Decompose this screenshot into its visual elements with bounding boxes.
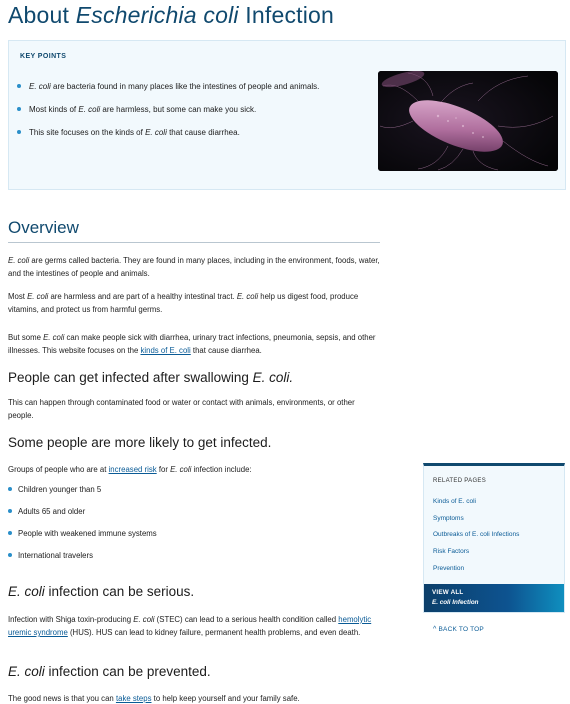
bullet-icon: [17, 107, 21, 111]
list-item: [8, 506, 308, 517]
view-all-button[interactable]: [424, 584, 564, 612]
bullet-icon: [8, 509, 12, 513]
paragraph-text: The good news is that you can: [8, 694, 116, 703]
overview-heading: Overview: [8, 218, 79, 237]
bacteria-illustration: [378, 71, 558, 171]
key-point-pre: Most kinds of: [29, 105, 79, 114]
key-points-label: KEY POINTS: [20, 53, 67, 60]
bullet-icon: [8, 531, 12, 535]
paragraph-text: (STEC) can lead to a serious health condition called: [154, 615, 339, 624]
heading-italic: E. coli.: [252, 370, 294, 385]
prevented-paragraph: [8, 692, 380, 704]
related-pages-panel: [423, 463, 565, 613]
related-link-outbreaks[interactable]: Outbreaks of E. coli Infections: [433, 531, 520, 539]
key-point-italic: E. coli: [29, 82, 51, 91]
italic-term: E. coli: [43, 333, 65, 342]
take-steps-link[interactable]: take steps: [115, 694, 152, 703]
serious-heading: [8, 584, 194, 599]
paragraph-text: that cause diarrhea.: [190, 346, 262, 355]
kinds-of-ecoli-link[interactable]: kinds of E. coli: [140, 346, 191, 355]
overview-divider: [8, 242, 380, 243]
paragraph-text: are harmless and are part of a healthy intestinal tract.: [48, 292, 237, 301]
list-item-text: People with weakened immune systems: [18, 529, 157, 538]
italic-term: E. coli: [133, 615, 155, 624]
list-item-text: International travelers: [18, 551, 93, 560]
key-points-panel: [8, 40, 566, 190]
related-pages-label: RELATED PAGES: [433, 478, 487, 484]
increased-risk-link[interactable]: increased risk: [108, 465, 157, 474]
heading-text: People can get infected after swallowing: [8, 370, 253, 385]
risk-intro: [8, 463, 380, 476]
risk-heading: Some people are more likely to get infected.: [8, 435, 272, 450]
risk-groups-list: [8, 484, 308, 572]
swallowing-heading: [8, 370, 293, 385]
overview-paragraph-2: [8, 290, 380, 316]
key-point-italic: E. coli: [145, 128, 167, 137]
overview-paragraph-3: [8, 331, 380, 357]
key-point-italic: E. coli: [78, 105, 101, 114]
paragraph-text: Most: [8, 292, 28, 301]
bullet-icon: [17, 84, 21, 88]
heading-italic: E. coli: [8, 664, 45, 679]
page-title-italic: Escherichia coli: [75, 2, 239, 28]
page-title-suffix: Infection: [238, 2, 335, 28]
heading-text: infection can be prevented.: [44, 664, 211, 679]
paragraph-text: But some: [8, 333, 44, 342]
related-link-symptoms[interactable]: Symptoms: [433, 514, 464, 522]
paragraph-text: are germs called bacteria. They are found in many places, including in the environment, foods, water, and the intestines of people and animals.: [8, 256, 380, 278]
key-point-text: that cause diarrhea.: [166, 128, 240, 137]
paragraph-text: can make people sick with diarrhea, urinary tract infections, pneumonia, sepsis, and other illnesses. This website focuses on the: [8, 333, 376, 355]
back-to-top-label: BACK TO TOP: [438, 626, 484, 633]
list-item: [8, 484, 308, 495]
view-all-sublabel: E. coli Infection: [432, 599, 479, 606]
paragraph-text: Infection with Shiga toxin-producing: [8, 615, 134, 624]
chevron-up-icon: ^: [433, 626, 437, 633]
related-link-risk-factors[interactable]: Risk Factors: [433, 548, 470, 556]
paragraph-text: (HUS). HUS can lead to kidney failure, permanent health problems, and even death.: [67, 628, 361, 637]
related-link-prevention[interactable]: Prevention: [433, 564, 465, 572]
bullet-icon: [17, 130, 21, 134]
italic-term: E. coli: [236, 292, 259, 301]
paragraph-text: to help keep yourself and your family safe.: [151, 694, 300, 703]
paragraph-text: help us digest food, produce vitamins, and protect us from harmful germs.: [8, 292, 359, 314]
list-item: [8, 528, 308, 539]
heading-italic: E. coli: [8, 584, 45, 599]
paragraph-text: for: [156, 465, 171, 474]
key-point-text: are bacteria found in many places like the intestines of people and animals.: [50, 82, 320, 91]
paragraph-text: Groups of people who are at: [8, 465, 109, 474]
prevented-heading: [8, 664, 211, 679]
related-pages-list: [433, 497, 519, 580]
view-all-label: VIEW ALL: [432, 589, 464, 596]
key-point-item: [17, 104, 367, 115]
related-link-kinds[interactable]: Kinds of E. coli: [433, 498, 476, 505]
back-to-top-link[interactable]: [433, 626, 484, 633]
bullet-icon: [8, 553, 12, 557]
list-item-text: Children younger than 5: [18, 485, 102, 494]
list-item: [8, 550, 308, 561]
italic-term: E. coli: [27, 292, 49, 301]
bullet-icon: [8, 487, 12, 491]
serious-paragraph: [8, 613, 380, 639]
key-point-item: [17, 127, 367, 138]
hus-link[interactable]: hemolytic uremic syndrome: [8, 615, 372, 637]
paragraph-text: infection include:: [191, 465, 252, 474]
swallowing-paragraph: This can happen through contaminated food or water or contact with animals, environments, or other people.: [8, 398, 355, 420]
key-point-pre: This site focuses on the kinds of: [29, 128, 146, 137]
key-points-list: [17, 81, 367, 150]
italic-term: E. coli: [8, 256, 30, 265]
key-point-text: are harmless, but some can make you sick.: [100, 105, 257, 114]
key-point-item: [17, 81, 367, 92]
list-item-text: Adults 65 and older: [18, 507, 86, 516]
page-title-prefix: About: [8, 2, 76, 28]
overview-paragraph-1: [8, 254, 380, 280]
italic-term: E. coli: [170, 465, 192, 474]
page-title: [8, 2, 334, 29]
heading-text: infection can be serious.: [44, 584, 195, 599]
bacteria-image: [378, 71, 558, 171]
